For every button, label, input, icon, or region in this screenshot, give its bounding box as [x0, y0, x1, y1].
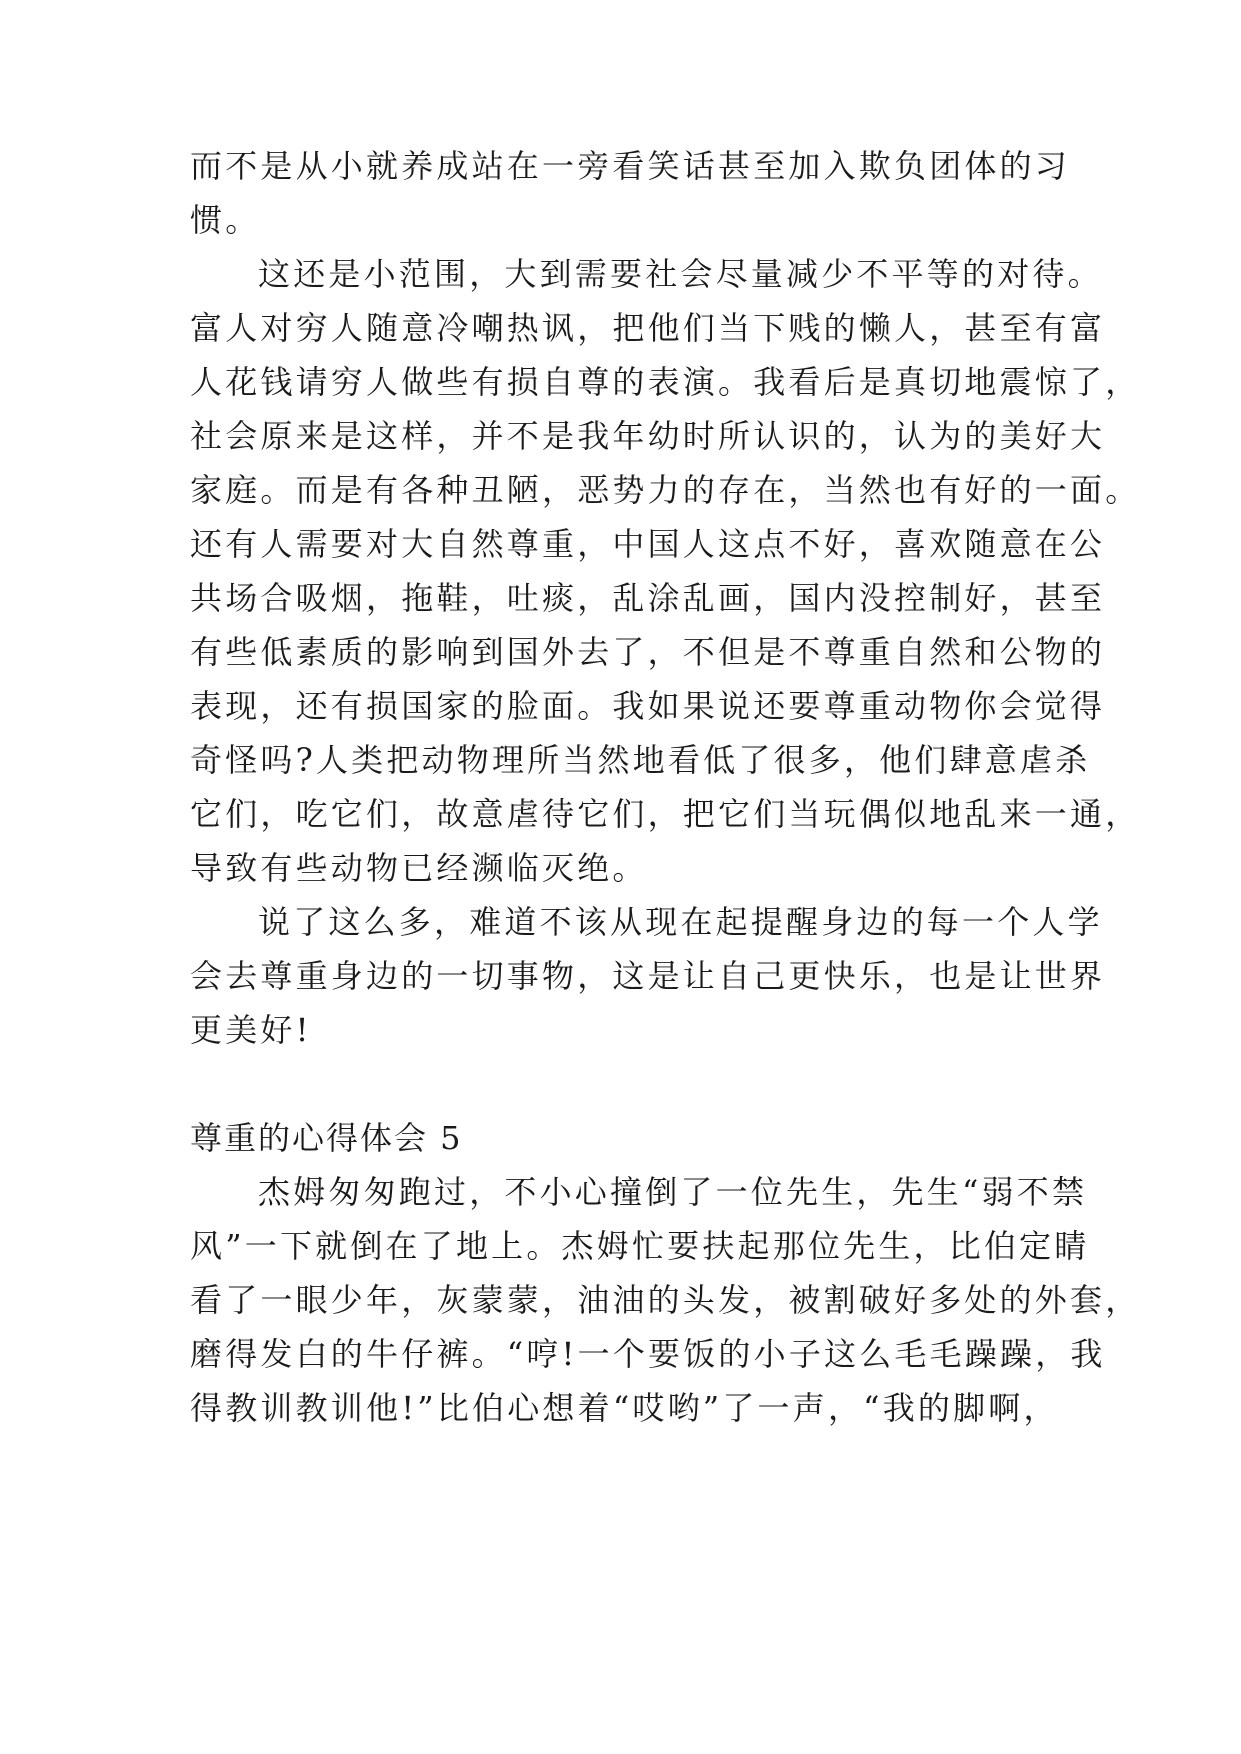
paragraph-2-line-7: 共场合吸烟，拖鞋，吐痰，乱涂乱画，国内没控制好，甚至	[190, 579, 1106, 617]
paragraph-3-line-2: 会去尊重身边的一切事物，这是让自己更快乐，也是让世界	[190, 957, 1106, 995]
paragraph-3-line-3: 更美好!	[190, 1011, 312, 1049]
paragraph-2-line-10: 奇怪吗?人类把动物理所当然地看低了很多，他们肆意虐杀	[190, 741, 1091, 779]
paragraph-2-line-12: 导致有些动物已经濒临灭绝。	[190, 849, 648, 887]
paragraph-2-line-5: 家庭。而是有各种丑陋，恶势力的存在，当然也有好的一面。	[190, 471, 1141, 509]
paragraph-4-line-5: 得教训教训他!”比伯心想着“哎哟”了一声，“我的脚啊，	[190, 1389, 1059, 1427]
paragraph-2-line-11: 它们，吃它们，故意虐待它们，把它们当玩偶似地乱来一通，	[190, 795, 1141, 833]
paragraph-2-line-8: 有些低素质的影响到国外去了，不但是不尊重自然和公物的	[190, 633, 1106, 671]
paragraph-4-line-2: 风”一下就倒在了地上。杰姆忙要扶起那位先生，比伯定睛	[190, 1227, 1090, 1265]
paragraph-2-line-3: 人花钱请穷人做些有损自尊的表演。我看后是真切地震惊了，	[190, 363, 1141, 401]
paragraph-1-line-2: 惯。	[190, 201, 261, 239]
paragraph-1-line-1: 而不是从小就养成站在一旁看笑话甚至加入欺负团体的习	[190, 147, 1071, 185]
paragraph-4-line-4: 磨得发白的牛仔裤。“哼!一个要饭的小子这么毛毛躁躁，我	[190, 1335, 1106, 1373]
paragraph-3-line-1: 说了这么多，难道不该从现在起提醒身边的每一个人学	[258, 903, 1103, 941]
paragraph-4-line-3: 看了一眼少年，灰蒙蒙，油油的头发，被割破好多处的外套，	[190, 1281, 1141, 1319]
paragraph-2-line-6: 还有人需要对大自然尊重，中国人这点不好，喜欢随意在公	[190, 525, 1106, 563]
paragraph-2-line-4: 社会原来是这样，并不是我年幼时所认识的，认为的美好大	[190, 417, 1106, 455]
section-title: 尊重的心得体会 5	[190, 1119, 463, 1157]
paragraph-2-line-9: 表现，还有损国家的脸面。我如果说还要尊重动物你会觉得	[190, 687, 1106, 725]
paragraph-2-line-1: 这还是小范围，大到需要社会尽量减少不平等的对待。	[258, 255, 1103, 293]
paragraph-4-line-1: 杰姆匆匆跑过，不小心撞倒了一位先生，先生“弱不禁	[258, 1173, 1088, 1211]
paragraph-2-line-2: 富人对穷人随意冷嘲热讽，把他们当下贱的懒人，甚至有富	[190, 309, 1106, 347]
